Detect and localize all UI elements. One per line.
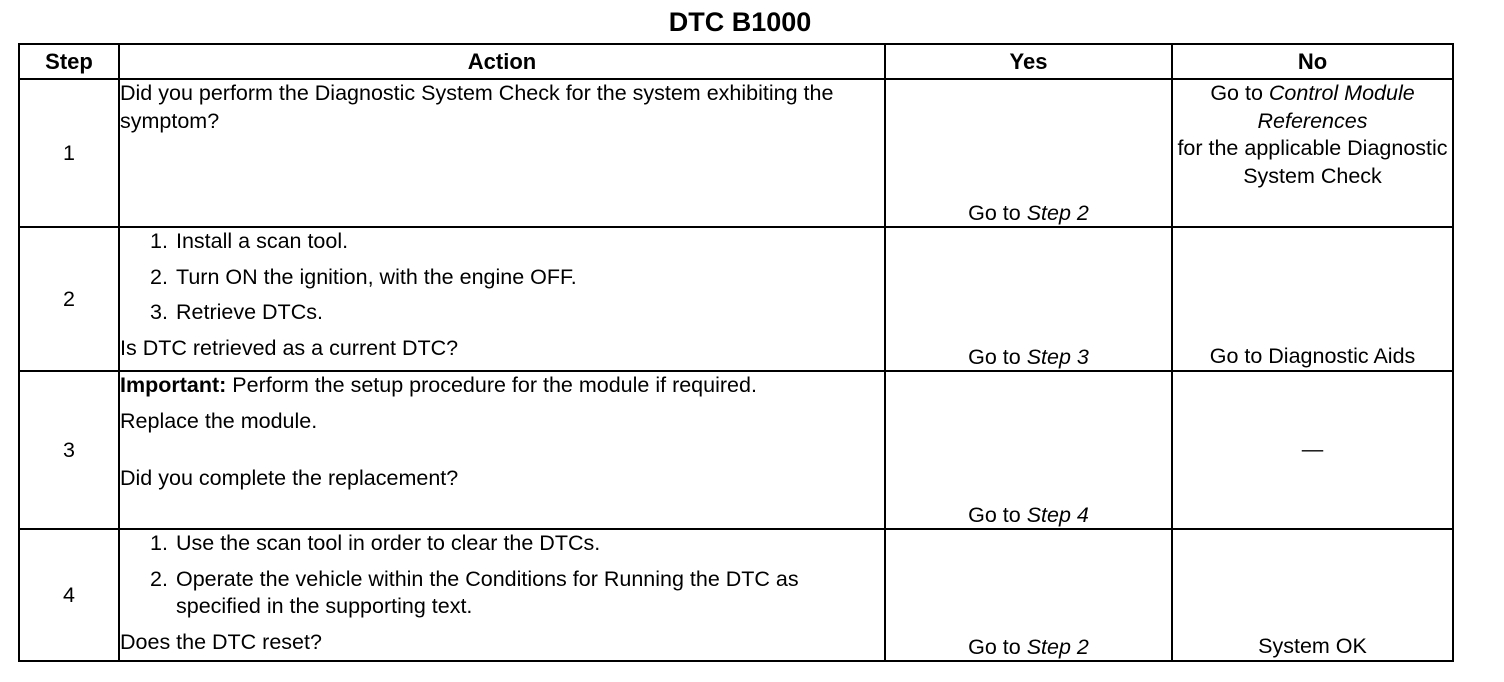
action-list xyxy=(120,530,884,621)
no-prefix: Go to xyxy=(1210,81,1263,105)
step-number: 2 xyxy=(19,227,119,371)
action-cell xyxy=(119,529,885,661)
list-item: 1. Use the scan tool in order to clear the DTCs. xyxy=(150,531,601,555)
no-cell: System OK xyxy=(1172,529,1453,661)
yes-cell xyxy=(885,227,1172,371)
no-cell: Go to Diagnostic Aids xyxy=(1172,227,1453,371)
action-cell xyxy=(119,371,885,529)
step-number: 1 xyxy=(19,79,119,227)
important-text: Perform the setup procedure for the module if required. xyxy=(232,373,757,397)
action-list xyxy=(120,228,884,327)
step-link[interactable]: Step 2 xyxy=(1026,201,1089,225)
yes-cell xyxy=(885,529,1172,661)
list-item: 1. Install a scan tool. xyxy=(150,229,349,253)
important-note xyxy=(120,372,884,400)
yes-cell xyxy=(885,371,1172,529)
list-item: 2. Operate the vehicle within the Conditions for Running the DTC as specified in the supporting text. xyxy=(150,566,799,618)
diagnostic-table xyxy=(18,43,1454,662)
control-module-references-link[interactable]: Control Module References xyxy=(1257,81,1415,133)
step-link[interactable]: Step 3 xyxy=(1026,345,1089,369)
table-row xyxy=(19,371,1453,529)
no-cell: — xyxy=(1172,371,1453,529)
question-text: Does the DTC reset? xyxy=(120,629,322,654)
yes-cell xyxy=(885,79,1172,227)
important-label: Important: xyxy=(120,373,227,397)
action-cell xyxy=(119,227,885,371)
table-row xyxy=(19,227,1453,371)
table-row xyxy=(19,529,1453,661)
action-cell xyxy=(119,79,885,227)
no-suffix: for the applicable Diagnostic System Check xyxy=(1177,136,1448,188)
list-item: 2. Turn ON the ignition, with the engine OFF. xyxy=(150,264,577,289)
question-text: Did you complete the replacement? xyxy=(120,466,459,490)
header-yes: Yes xyxy=(885,44,1172,79)
yes-prefix: Go to xyxy=(968,635,1021,659)
header-no: No xyxy=(1172,44,1453,79)
yes-prefix: Go to xyxy=(968,345,1021,369)
header-row xyxy=(19,44,1453,79)
step-number: 4 xyxy=(19,529,119,661)
yes-prefix: Go to xyxy=(968,503,1021,527)
action-text: Did you perform the Diagnostic System Check for the system exhibiting the symptom? xyxy=(120,81,834,133)
page-title: DTC B1000 xyxy=(668,7,812,37)
header-step: Step xyxy=(19,44,119,79)
step-link[interactable]: Step 2 xyxy=(1026,635,1089,659)
no-cell xyxy=(1172,79,1453,227)
action-text: Replace the module. xyxy=(120,408,318,433)
step-number: 3 xyxy=(19,371,119,529)
table-row xyxy=(19,79,1453,227)
list-item: 3. Retrieve DTCs. xyxy=(150,300,323,324)
yes-prefix: Go to xyxy=(968,201,1021,225)
question-text: Is DTC retrieved as a current DTC? xyxy=(120,335,459,360)
header-action: Action xyxy=(119,44,885,79)
step-link[interactable]: Step 4 xyxy=(1026,503,1089,527)
